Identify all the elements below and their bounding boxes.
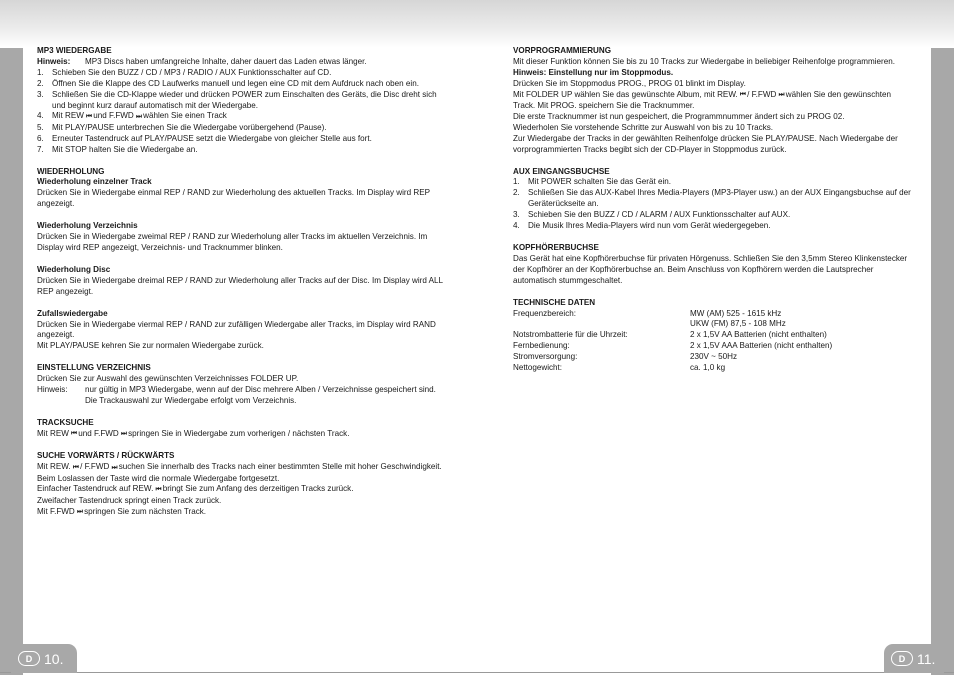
headphones-heading: KOPFHÖRERBUCHSE [513,243,599,252]
program-text-2: Mit FOLDER UP wählen Sie das gewünschte Album, mit REW. ⏮ / F.FWD ⏭ wählen Sie den gewünschten Track. Mit PROG. speichern Sie die Tracknummer. [513,89,892,111]
table-row: Notstrombatterie für die Uhrzeit: 2 x 1,5V AA Batterien (nicht enthalten) [513,330,827,340]
ffwd-icon: ⏭ [136,112,141,120]
program-heading: VORPROGRAMMIERUNG [513,46,612,55]
list-item: 1. Schieben Sie den BUZZ / CD / MP3 / RADIO / AUX Funktionsschalter auf CD. [37,67,332,77]
page-number-text: 10. [44,650,64,667]
rew-icon: ⏮ [740,91,745,99]
repeat-dir-heading: Wiederholung Verzeichnis [37,221,138,231]
specs-table [513,309,915,374]
list-item: 2. Schließen Sie das AUX-Kabel Ihres Media-Players (MP3-Player usw.) an der AUX Eingangsbuchse auf der Geräterückseite an. [513,188,911,209]
program-text-5: Zur Wiedergabe der Tracks in der gewählten Reihenfolge drücken Sie PLAY/PAUSE. Nach Wiedergabe der vorprogrammierten Tracks begibt sich der CD-Player in Stoppmodus zurück. [513,133,898,154]
rew-icon: ⏮ [86,112,92,120]
random-text-2: Mit PLAY/PAUSE kehren Sie zur normalen Wiedergabe zurück. [37,341,264,351]
random-heading: Zufallswiedergabe [37,308,108,318]
mp3-steps [37,68,449,156]
search-text-2: Einfacher Tastendruck auf REW. ⏮ bringt Sie zum Anfang des derzeitigen Tracks zurück. [37,484,449,495]
ffwd-icon: ⏭ [121,430,126,438]
table-row: Stromversorgung: 230V ~ 50Hz [513,352,738,362]
list-item: 3. Schieben Sie den BUZZ / CD / ALARM / AUX Funktionsschalter auf AUX. [513,210,791,220]
table-row: UKW (FM) 87,5 - 108 MHz [690,319,786,329]
left-column [37,46,449,518]
tracksearch-heading: TRACKSUCHE [37,417,94,427]
folder-hint: Hinweis: nur gültig in MP3 Wiedergabe, wenn auf der Disc mehrere Alben / Verzeichnisse gespeichert sind. Die Trackauswahl zur Wiedergabe erfolgt vom Verzeichnis. [37,385,436,405]
list-item: 2. Öffnen Sie die Klappe des CD Laufwerks manuell und legen eine CD mit dem Aufdruck nach oben ein. [37,78,419,88]
list-item: 5. Mit PLAY/PAUSE unterbrechen Sie die Wiedergabe vorübergehend (Pause). [37,122,327,132]
specs-heading: TECHNISCHE DATEN [513,297,596,307]
bottom-rule [0,672,954,673]
language-badge: D [891,651,913,666]
repeat-dir-text: Drücken Sie in Wiedergabe zweimal REP / RAND zur Wiederholung aller Tracks im aktuellen Verzeichnis. Im Display wird REP angezeigt, Verzeichnis- und Tracknummer blinken. [37,232,428,252]
list-item: 6. Erneuter Tastendruck auf PLAY/PAUSE setzt die Wiedergabe von gleicher Stelle aus fort. [37,133,372,143]
top-gradient-band [0,0,954,48]
headphones-text: Das Gerät hat eine Kopfhörerbuchse für privaten Hörgenuss. Schließen Sie den 3,5mm Stereo Klinkenstecker der Kopfhörer an der Kopfhörerbuchse an. Beim Anschluss von Kopfhörern werden die Lautsprecher automatisch stummgeschaltet. [513,253,908,285]
program-text-4: Wiederholen Sie vorstehende Schritte zur Auswahl von bis zu 10 Tracks. [513,122,774,132]
ffwd-icon: ⏭ [111,463,117,471]
program-text-3: Die erste Tracknummer ist nun gespeichert, die Programmnummer ändert sich zu PROG 02. [513,111,845,121]
page-number-right [884,644,944,673]
ffwd-icon: ⏭ [77,508,82,516]
repeat-single-heading: Wiederholung einzelner Track [37,177,152,187]
right-margin-bar [931,48,954,675]
table-row: Frequenzbereich: MW (AM) 525 - 1615 kHz [513,308,782,318]
left-margin-bar [0,48,23,675]
rew-icon: ⏮ [155,485,161,493]
tracksearch-text: Mit REW ⏮ und F.FWD ⏭ springen Sie in Wiedergabe zum vorherigen / nächsten Track. [37,429,449,440]
repeat-disc-text: Drücken Sie in Wiedergabe dreimal REP / RAND zur Wiederholung aller Tracks auf der Disc. Im Display wird ALL REP angezeigt. [37,275,443,296]
search-text-3: Zweifacher Tastendruck springt einen Track zurück. [37,495,222,505]
list-item: 4. Mit REW ⏮ und F.FWD ⏭ wählen Sie einen Track [37,111,449,122]
random-text: Drücken Sie in Wiedergabe viermal REP / RAND zur zufälligen Wiedergabe aller Tracks, im Display wird RAND angezeigt. [37,319,436,340]
search-text-1: Mit REW. ⏮ / F.FWD ⏭ suchen Sie innerhalb des Tracks nach einer bestimmten Stelle mit hoher Geschwindigkeit. Beim Loslassen der Taste wird die normale Wiedergabe fortgesetzt. [37,462,442,483]
program-hint: Hinweis: Einstellung nur im Stoppmodus. [513,67,674,77]
list-item: 4. Die Musik Ihres Media-Players wird nun vom Gerät wiedergegeben. [513,221,771,231]
folder-heading: EINSTELLUNG VERZEICHNIS [37,363,151,373]
list-item: 1. Mit POWER schalten Sie das Gerät ein. [513,177,672,187]
search-text-4: Mit F.FWD ⏭ springen Sie zum nächsten Track. [37,507,449,518]
rew-icon: ⏮ [71,430,77,438]
table-row: Fernbedienung: 2 x 1,5V AAA Batterien (nicht enthalten) [513,341,833,351]
mp3-heading: MP3 WIEDERGABE [37,46,112,55]
repeat-disc-heading: Wiederholung Disc [37,264,111,274]
search-heading: SUCHE VORWÄRTS / RÜCKWÄRTS [37,451,175,461]
page-number-text: 11. [917,650,936,667]
program-intro: Mit dieser Funktion können Sie bis zu 10 Tracks zur Wiedergabe in beliebiger Reihenfolge programmieren. [513,56,895,66]
right-column [513,46,915,374]
mp3-hint: Hinweis: MP3 Discs haben umfangreiche Inhalte, daher dauert das Laden etwas länger. [37,56,367,66]
list-item: 7. Mit STOP halten Sie die Wiedergabe an. [37,144,198,154]
aux-steps [513,177,915,232]
repeat-heading: WIEDERHOLUNG [37,166,105,176]
rew-icon: ⏮ [72,463,78,471]
aux-heading: AUX EINGANGSBUCHSE [513,166,610,176]
repeat-single-text: Drücken Sie in Wiedergabe einmal REP / RAND zur Wiederholung des aktuellen Tracks. Im Display wird REP angezeigt. [37,188,430,209]
page-number-left [11,644,77,673]
folder-text: Drücken Sie zur Auswahl des gewünschten Verzeichnisses FOLDER UP. [37,374,299,384]
table-row: Nettogewicht: ca. 1,0 kg [513,363,726,373]
language-badge: D [18,651,40,666]
list-item: 3. Schließen Sie die CD-Klappe wieder und drücken POWER zum Einschalten des Geräts, die Disc dreht sich und beginnt kurz darauf automatisch mit der Wiedergabe. [37,89,437,110]
ffwd-icon: ⏭ [778,91,784,99]
program-text-1: Drücken Sie im Stoppmodus PROG., PROG 01 blinkt im Display. [513,78,746,88]
